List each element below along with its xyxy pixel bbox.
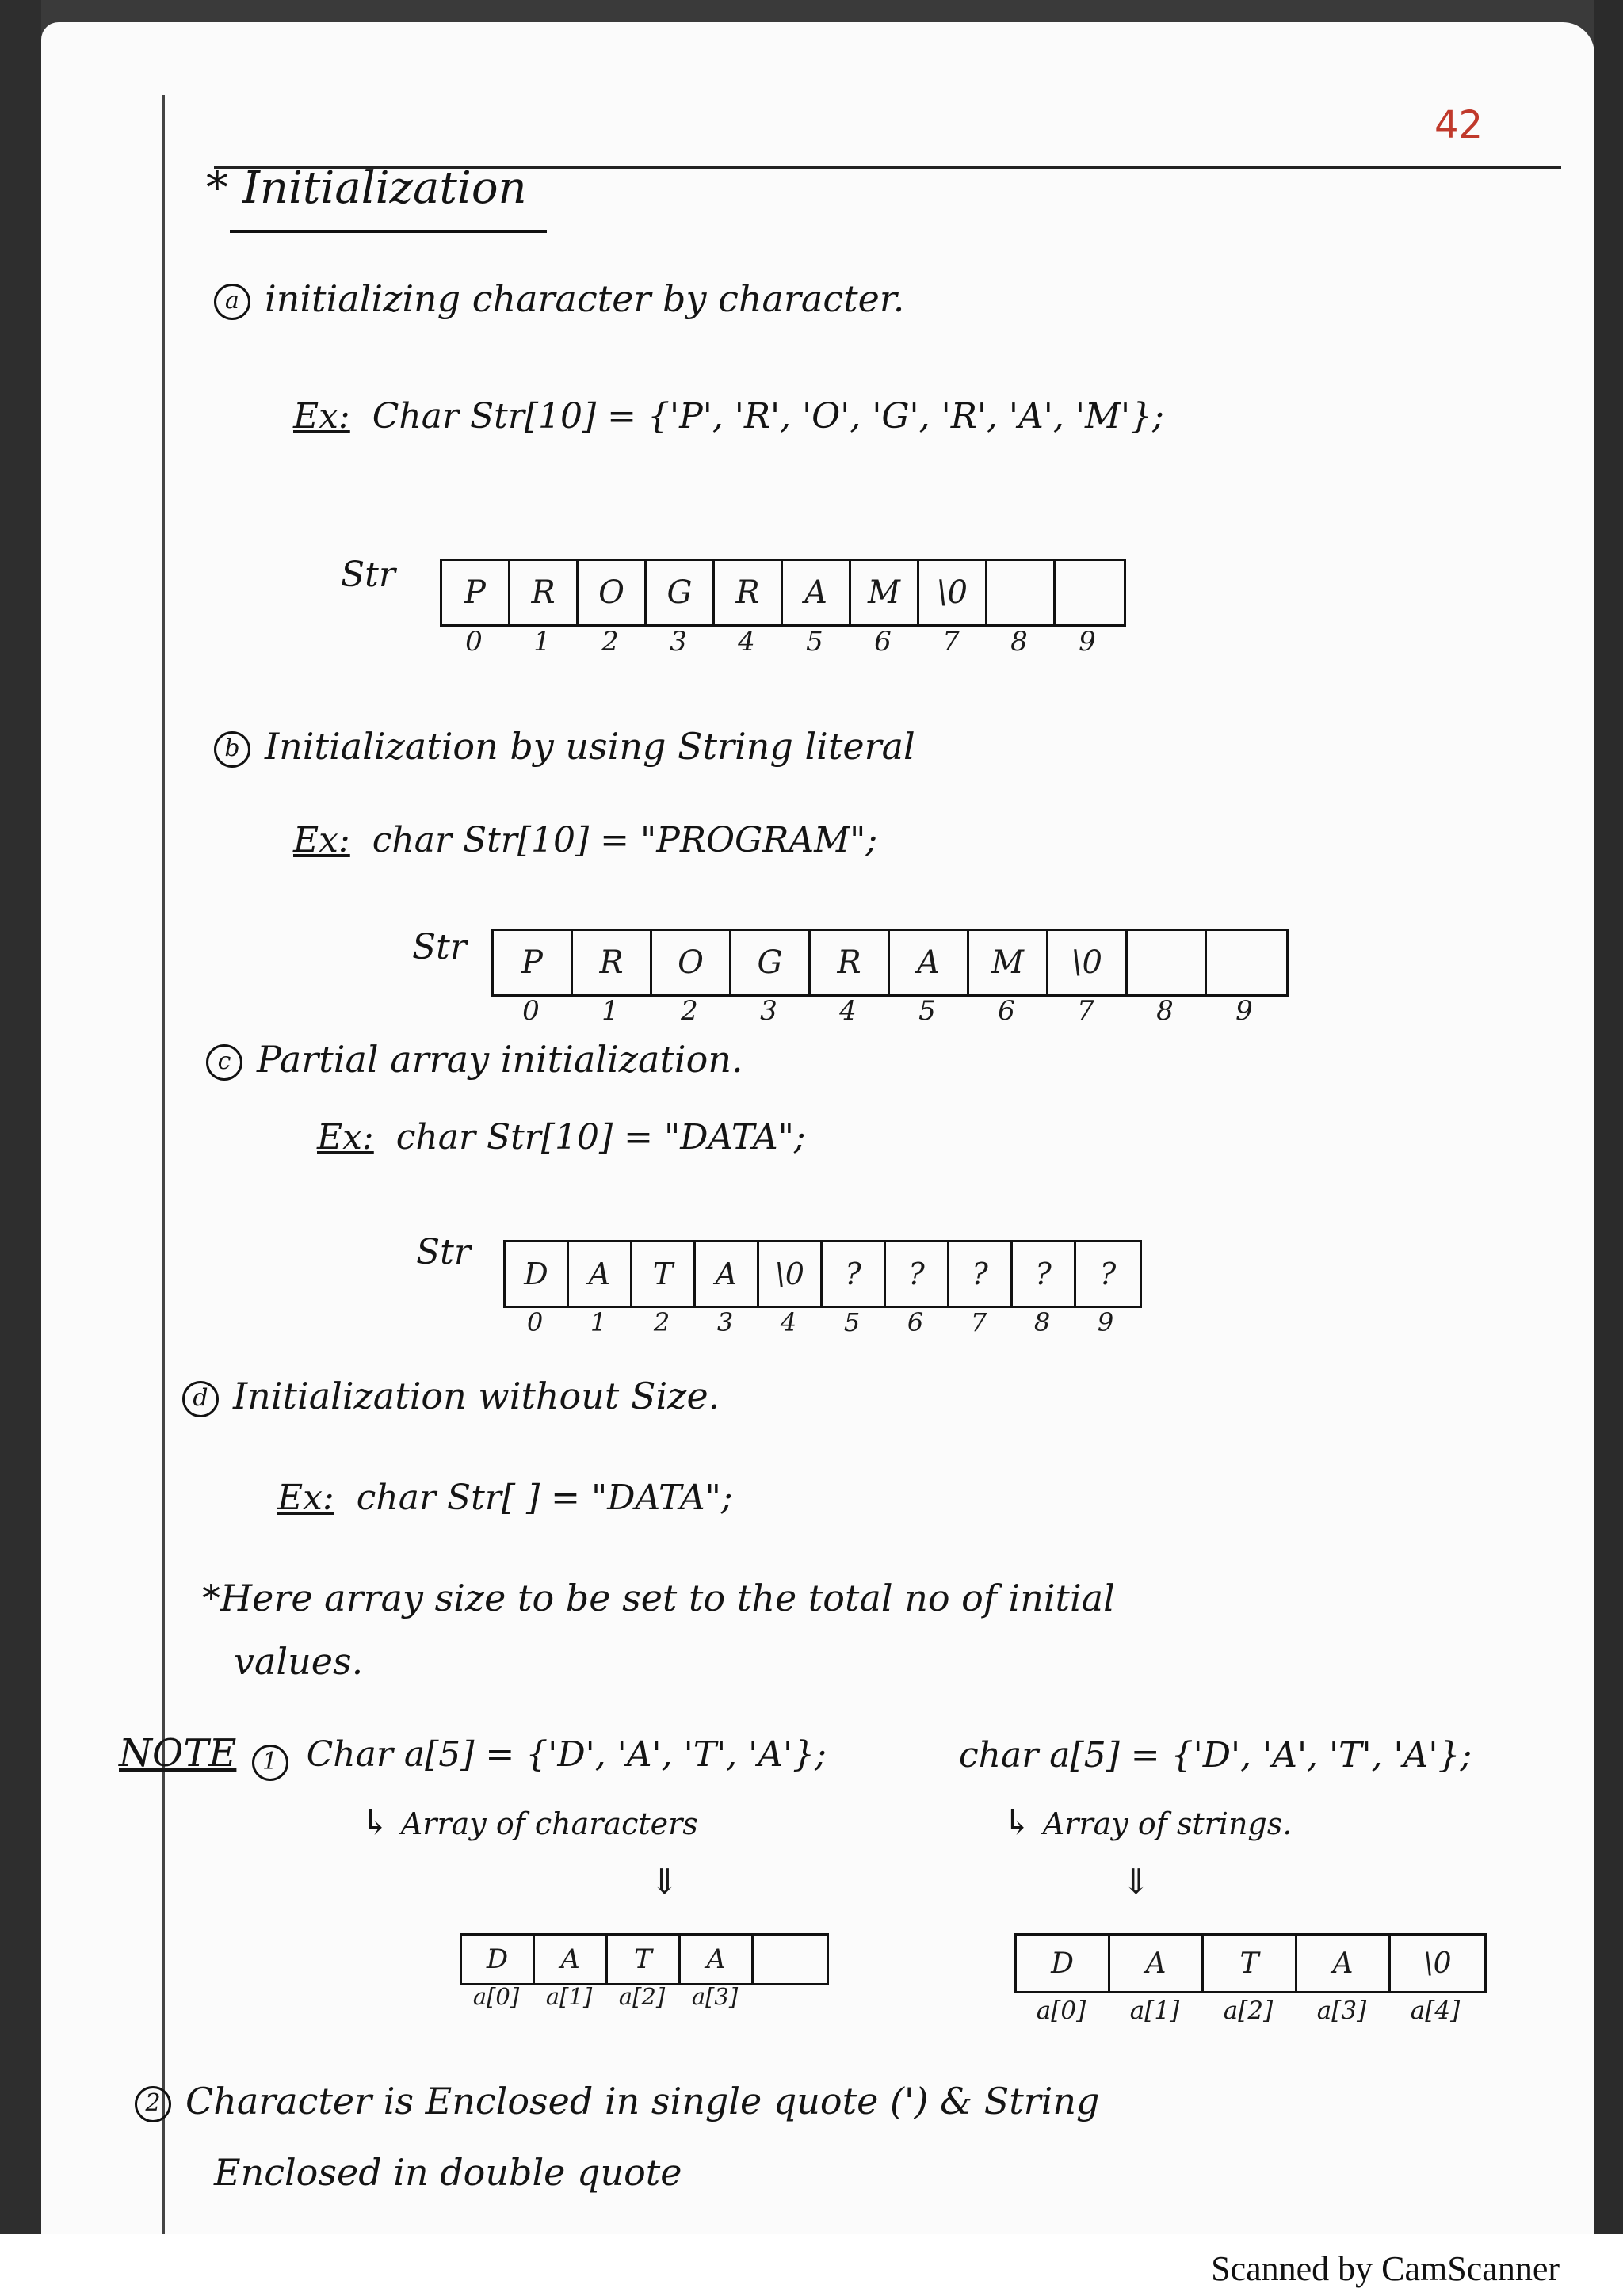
note-right-caption xyxy=(1002,1802,1292,1843)
array-cell: T xyxy=(1204,1936,1297,1991)
array-cell: D xyxy=(506,1242,569,1306)
array-index: 8 xyxy=(1156,995,1174,1027)
array-cell xyxy=(1056,561,1124,624)
array-index: 5 xyxy=(843,1307,861,1337)
note-row xyxy=(119,1731,827,1781)
example-label: Ex: xyxy=(293,820,350,860)
section-a-array xyxy=(440,559,1126,627)
array-index: 2 xyxy=(653,1307,670,1337)
array-cell: G xyxy=(647,561,715,624)
array-index: 3 xyxy=(670,626,687,658)
section-d-heading-text: Initialization without Size. xyxy=(233,1375,720,1417)
array-cell: D xyxy=(462,1936,535,1983)
note-item1-marker: 1 xyxy=(252,1745,288,1781)
array-index: 2 xyxy=(601,626,619,658)
array-cell: P xyxy=(442,561,510,624)
array-index: 1 xyxy=(533,626,551,658)
array-cell: ? xyxy=(823,1242,886,1306)
array-index: 0 xyxy=(522,995,540,1027)
section-b-heading xyxy=(214,725,915,768)
array-cell: T xyxy=(608,1936,681,1983)
arrow-right-icon: ↳ xyxy=(1002,1802,1043,1843)
section-c-indices xyxy=(503,1307,1137,1337)
note-item2-line1 xyxy=(135,2080,1099,2122)
note-label: NOTE xyxy=(119,1731,237,1775)
array-index: 7 xyxy=(970,1307,987,1337)
array-index: a[1] xyxy=(545,1983,593,2010)
note-right-array xyxy=(1014,1933,1487,1993)
array-cell: M xyxy=(969,931,1048,994)
array-index: 6 xyxy=(998,995,1015,1027)
page-title-text: Initialization xyxy=(242,162,527,214)
array-index: 4 xyxy=(839,995,857,1027)
array-index: a[4] xyxy=(1410,1997,1461,2025)
array-index: 9 xyxy=(1097,1307,1114,1337)
array-index: 5 xyxy=(806,626,823,658)
array-cell: A xyxy=(1110,1936,1204,1991)
section-c-example xyxy=(317,1117,806,1158)
array-index: 1 xyxy=(590,1307,607,1337)
array-index: 7 xyxy=(942,626,960,658)
note-left-caption xyxy=(361,1802,698,1843)
array-index: 5 xyxy=(918,995,936,1027)
section-b-example xyxy=(293,820,877,860)
title-underline xyxy=(230,230,547,233)
array-cell: ? xyxy=(1099,1257,1117,1291)
array-index: 2 xyxy=(681,995,698,1027)
array-cell: ? xyxy=(1013,1242,1076,1306)
section-d-code: char Str[ ] = "DATA"; xyxy=(356,1478,733,1518)
array-index: 4 xyxy=(780,1307,797,1337)
array-index: a[0] xyxy=(1036,1997,1086,2025)
section-d-note-line2: values. xyxy=(234,1640,364,1683)
section-d-marker: d xyxy=(182,1381,219,1417)
arrow-down-icon: ⇓ xyxy=(650,1862,679,1902)
array-cell: O xyxy=(652,931,731,994)
array-index: 6 xyxy=(907,1307,924,1337)
section-d-note-line1: *Here array size to be set to the total no of initial xyxy=(202,1577,1115,1619)
array-cell: M xyxy=(851,561,919,624)
array-index: 9 xyxy=(1079,626,1096,658)
array-index: a[3] xyxy=(691,1983,739,2010)
array-index: a[2] xyxy=(1223,1997,1274,2025)
array-cell xyxy=(1207,931,1286,994)
arrow-right-icon: ↳ xyxy=(361,1802,401,1843)
array-index: a[2] xyxy=(618,1983,666,2010)
section-d-example xyxy=(277,1478,733,1518)
array-index: 7 xyxy=(1077,995,1094,1027)
page-margin-line xyxy=(162,95,165,2234)
array-cell: ? xyxy=(886,1242,949,1306)
note-left-indices xyxy=(460,1983,751,2010)
array-cell: \0 xyxy=(919,561,987,624)
scan-background-left xyxy=(0,0,41,2296)
note-right-indices xyxy=(1014,1997,1482,2025)
array-cell: R xyxy=(573,931,652,994)
array-cell: A xyxy=(783,561,851,624)
array-cell: G xyxy=(731,931,811,994)
note-item2-line2: Enclosed in double quote xyxy=(214,2151,682,2194)
note-item2-marker: 2 xyxy=(135,2086,171,2122)
section-c-marker: c xyxy=(206,1044,242,1081)
array-cell xyxy=(754,1936,827,1983)
section-b-array-name: Str xyxy=(412,927,467,967)
array-index: a[1] xyxy=(1129,1997,1180,2025)
array-cell xyxy=(1128,931,1207,994)
section-b-heading-text: Initialization by using String literal xyxy=(265,725,915,768)
array-cell: A xyxy=(569,1242,632,1306)
array-cell: O xyxy=(579,561,647,624)
array-cell: A xyxy=(696,1242,759,1306)
array-cell: R xyxy=(811,931,890,994)
section-a-array-name: Str xyxy=(341,555,395,595)
array-index: 9 xyxy=(1235,995,1253,1027)
array-cell: \0 xyxy=(759,1242,823,1306)
note-item2-line1-text: Character is Enclosed in single quote (') & String xyxy=(185,2080,1100,2122)
section-a-heading-text: initializing character by character. xyxy=(265,277,905,320)
array-index: a[0] xyxy=(472,1983,520,2010)
array-cell: R xyxy=(715,561,783,624)
array-cell: \0 xyxy=(1423,1947,1452,1980)
section-c-array xyxy=(503,1240,1142,1308)
example-label: Ex: xyxy=(293,396,350,437)
section-d-heading xyxy=(182,1375,720,1417)
example-label: Ex: xyxy=(317,1117,374,1158)
array-cell: P xyxy=(494,931,573,994)
array-index: 0 xyxy=(526,1307,544,1337)
array-cell: A xyxy=(535,1936,608,1983)
array-cell: A xyxy=(681,1936,754,1983)
section-b-marker: b xyxy=(214,731,250,768)
section-c-heading xyxy=(206,1038,743,1081)
array-index: 3 xyxy=(716,1307,734,1337)
array-cell: A xyxy=(1297,1936,1391,1991)
note-right-caption-text: Array of strings. xyxy=(1042,1806,1293,1841)
note-left-array xyxy=(460,1933,829,1985)
section-c-array-name: Str xyxy=(416,1232,471,1272)
section-b-code: char Str[10] = "PROGRAM"; xyxy=(372,820,878,860)
arrow-down-icon: ⇓ xyxy=(1121,1862,1151,1902)
scanner-watermark: Scanned by CamScanner xyxy=(1211,2249,1560,2288)
section-c-heading-text: Partial array initialization. xyxy=(257,1038,743,1081)
section-b-array xyxy=(491,929,1289,997)
array-index: 4 xyxy=(738,626,755,658)
array-cell: D xyxy=(1017,1936,1110,1991)
scan-background-right xyxy=(1594,0,1623,2296)
note-left-code: Char a[5] = {'D', 'A', 'T', 'A'}; xyxy=(306,1734,827,1775)
section-c-code: char Str[10] = "DATA"; xyxy=(395,1117,806,1158)
section-a-indices xyxy=(440,626,1121,658)
array-cell: \0 xyxy=(1048,931,1128,994)
array-index: 8 xyxy=(1010,626,1028,658)
page-number: 42 xyxy=(1434,103,1484,147)
example-label: Ex: xyxy=(277,1478,334,1518)
note-right-code: char a[5] = {'D', 'A', 'T', 'A'}; xyxy=(959,1735,1472,1775)
array-cell: ? xyxy=(949,1242,1013,1306)
array-cell: R xyxy=(510,561,579,624)
array-index: 1 xyxy=(601,995,619,1027)
array-index: a[3] xyxy=(1316,1997,1367,2025)
array-index: 0 xyxy=(465,626,483,658)
array-cell xyxy=(987,561,1056,624)
note-left-caption-text: Array of characters xyxy=(400,1806,698,1841)
section-a-code: Char Str[10] = {'P', 'R', 'O', 'G', 'R', 'A', 'M'}; xyxy=(372,396,1164,437)
array-index: 3 xyxy=(760,995,777,1027)
section-b-indices xyxy=(491,995,1284,1027)
notebook-page xyxy=(41,22,1594,2234)
section-a-example xyxy=(293,396,1164,437)
section-a-marker: a xyxy=(214,284,250,320)
section-a-heading xyxy=(214,277,904,320)
array-cell: A xyxy=(890,931,969,994)
array-index: 6 xyxy=(874,626,892,658)
array-cell: T xyxy=(632,1242,696,1306)
page-title xyxy=(206,162,527,214)
bullet-star-icon: * xyxy=(206,162,242,214)
array-index: 8 xyxy=(1033,1307,1051,1337)
